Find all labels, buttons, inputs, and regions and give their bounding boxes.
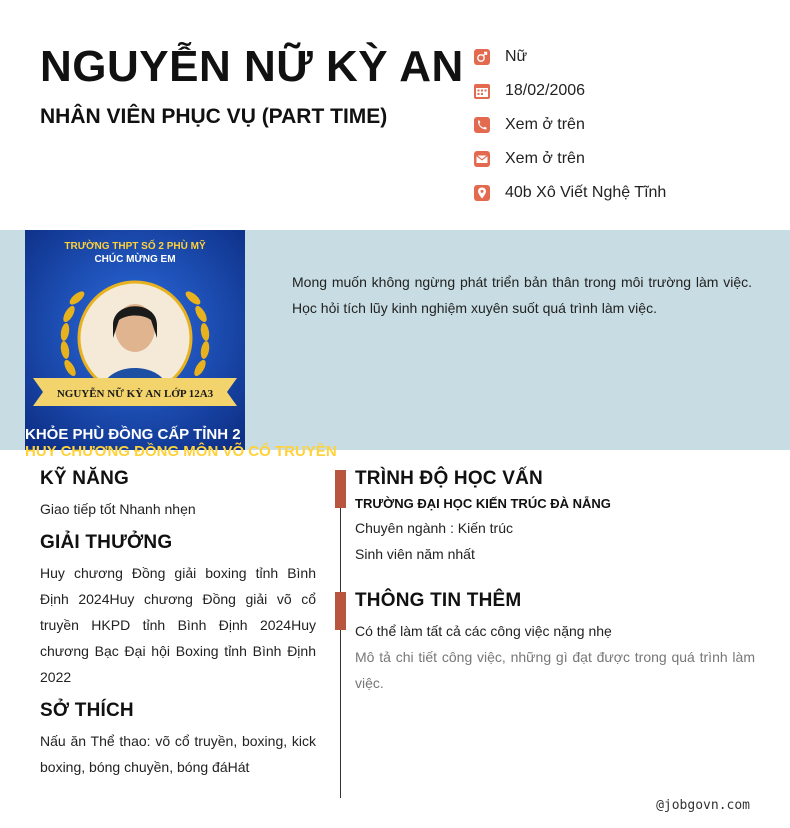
career-objective: Mong muốn không ngừng phát triển bản thân trong môi trường làm việc. Học hỏi tích lũy kinh nghiệm xuyên suốt quá trình làm việc. xyxy=(292,274,752,316)
contact-gender-value: Nữ xyxy=(505,48,528,65)
hobbies-heading: SỞ THÍCH xyxy=(40,700,134,721)
skills-section xyxy=(40,468,316,522)
profile-photo xyxy=(25,230,337,460)
skills-heading: KỸ NĂNG xyxy=(40,468,130,489)
extra-info-heading: THÔNG TIN THÊM xyxy=(355,590,522,611)
contact-phone xyxy=(472,108,772,142)
education-marker xyxy=(335,470,346,508)
extra-info-section xyxy=(355,590,755,696)
extra-info-text: Có thể làm tất cả các công việc nặng nhẹ xyxy=(355,623,612,639)
contact-birthday-value: 18/02/2006 xyxy=(505,82,586,99)
education-heading: TRÌNH ĐỘ HỌC VẤN xyxy=(355,468,543,489)
photo-greeting: CHÚC MỪNG EM xyxy=(94,254,176,265)
contact-phone-value: Xem ở trên xyxy=(505,116,585,133)
extra-info-marker xyxy=(335,592,346,630)
education-major: Chuyên ngành : Kiến trúc xyxy=(355,520,513,536)
phone-icon xyxy=(473,116,491,134)
skills-text: Giao tiếp tốt Nhanh nhẹn xyxy=(40,501,196,517)
contact-list xyxy=(472,40,772,210)
cv-header xyxy=(0,0,790,230)
left-column xyxy=(40,468,316,790)
education-year: Sinh viên năm nhất xyxy=(355,546,475,562)
gender-icon xyxy=(473,48,491,66)
column-divider xyxy=(340,470,341,798)
candidate-name: NGUYỄN NỮ KỲ AN xyxy=(40,42,464,91)
contact-email-value: Xem ở trên xyxy=(505,150,585,167)
contact-address-value: 40b Xô Viết Nghệ Tĩnh xyxy=(505,184,667,201)
hobbies-text: Nấu ăn Thể thao: võ cổ truyền, boxing, kick boxing, bóng chuyền, bóng đáHát xyxy=(40,733,316,775)
photo-bottom-line2: HUY CHƯƠNG ĐỒNG MÔN VÕ CỔ TRUYỀN xyxy=(25,443,337,460)
contact-birthday xyxy=(472,74,772,108)
awards-heading: GIẢI THƯỞNG xyxy=(40,532,173,553)
contact-email xyxy=(472,142,772,176)
education-section xyxy=(355,468,755,567)
footer-watermark: @jobgovn.com xyxy=(656,798,750,813)
photo-ribbon: NGUYỄN NỮ KỲ AN LỚP 12A3 xyxy=(56,388,214,400)
contact-gender xyxy=(472,40,772,74)
calendar-icon xyxy=(473,82,491,100)
awards-text: Huy chương Đồng giải boxing tỉnh Bình Định 2024Huy chương Đồng giải võ cổ truyền HKPD tỉnh Bình Định 2024Huy chương Bạc Đại hội Boxing tỉnh Bình Định 2022 xyxy=(40,565,316,685)
email-icon xyxy=(473,150,491,168)
job-title: NHÂN VIÊN PHỤC VỤ (PART TIME) xyxy=(40,105,388,128)
hobbies-section xyxy=(40,700,316,780)
education-school: TRƯỜNG ĐẠI HỌC KIẾN TRÚC ĐÀ NẴNG xyxy=(355,496,611,511)
awards-section xyxy=(40,532,316,690)
location-icon xyxy=(473,184,491,202)
photo-bottom-line1: KHỎE PHÙ ĐỒNG CẤP TỈNH 2 xyxy=(25,426,241,443)
photo-school-banner: TRƯỜNG THPT SỐ 2 PHÙ MỸ xyxy=(64,241,206,252)
contact-address xyxy=(472,176,772,210)
extra-info-placeholder: Mô tả chi tiết công việc, những gì đạt được trong quá trình làm việc. xyxy=(355,649,755,691)
